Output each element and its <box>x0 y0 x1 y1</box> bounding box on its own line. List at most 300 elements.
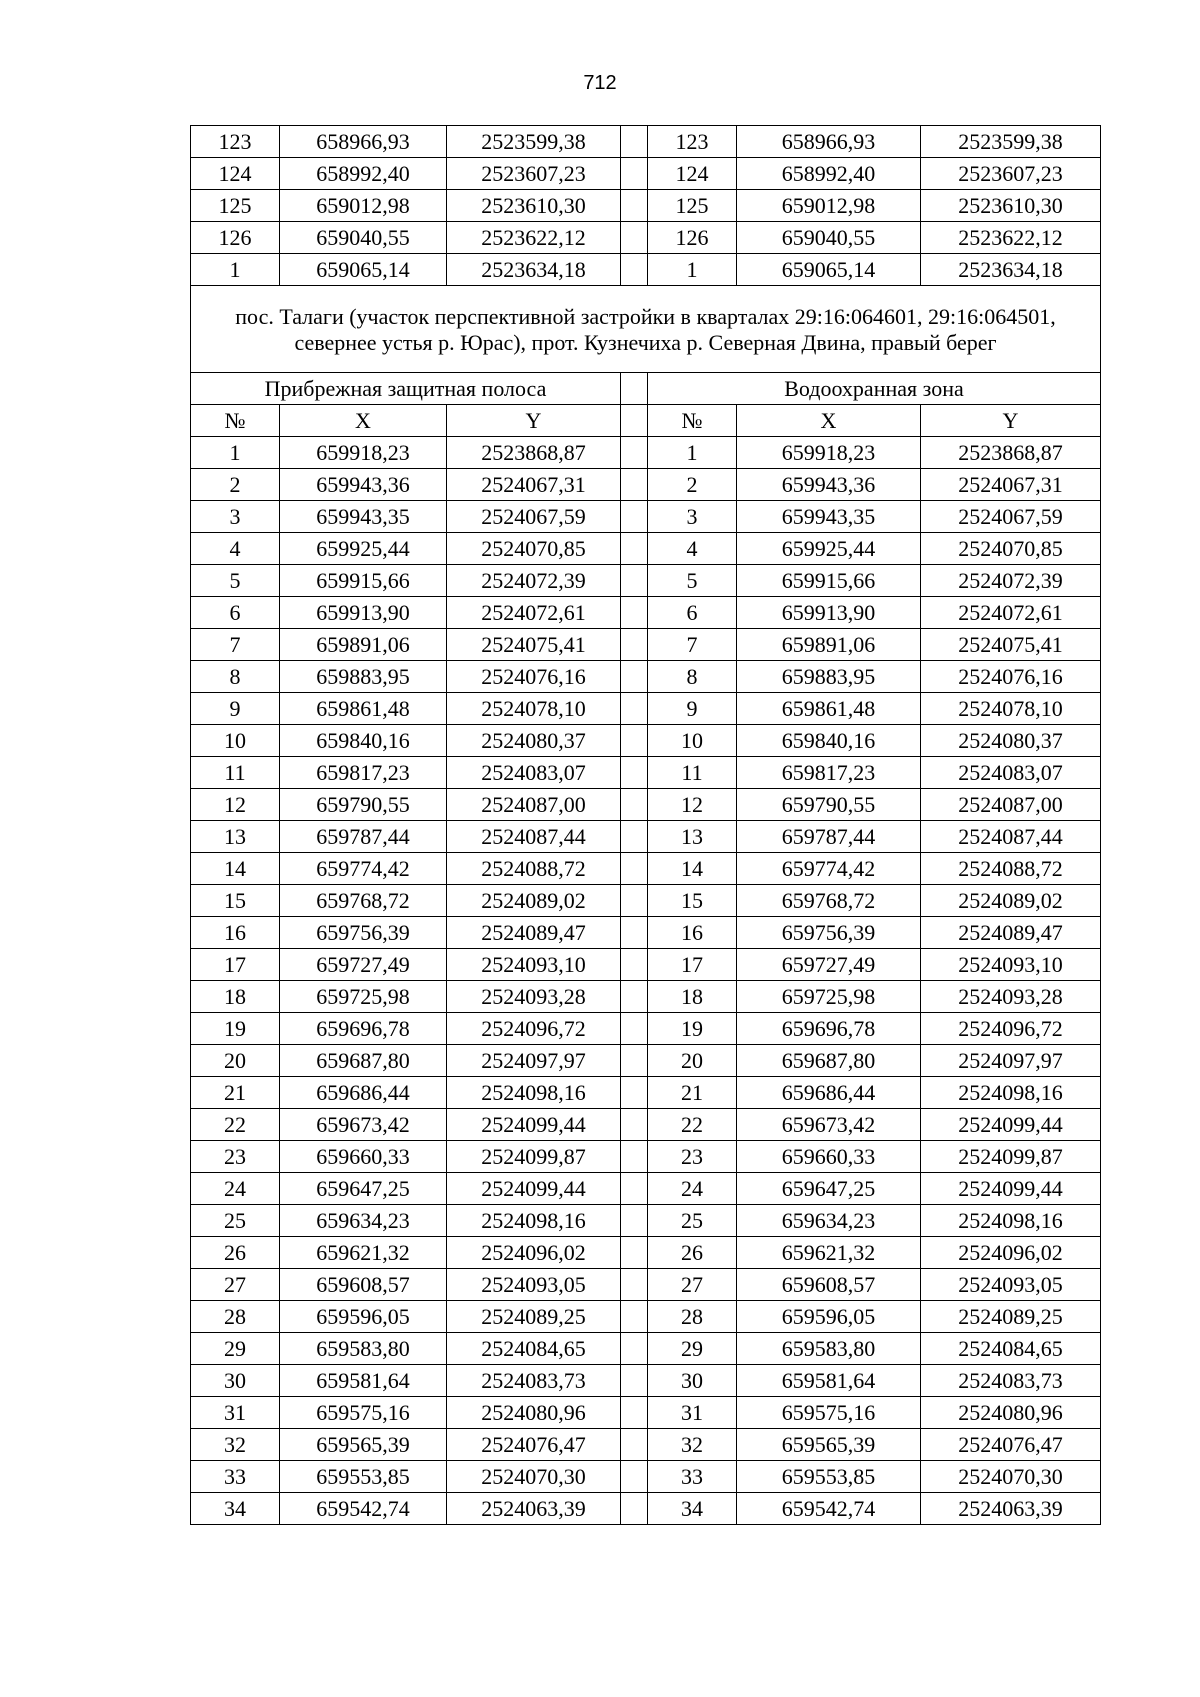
right-cell-y: 2524087,00 <box>921 789 1101 821</box>
table-row <box>191 757 1101 789</box>
page-number: 712 <box>583 72 617 94</box>
spacer-cell <box>621 1333 648 1365</box>
section-titles-row <box>191 373 1101 405</box>
left-cell-x: 659840,16 <box>280 725 447 757</box>
right-cell-y: 2524096,72 <box>921 1013 1101 1045</box>
right-cell-number: 2 <box>648 469 737 501</box>
right-cell-number: 3 <box>648 501 737 533</box>
right-cell-number: 13 <box>648 821 737 853</box>
left-cell-y: 2524075,41 <box>447 629 621 661</box>
spacer-cell <box>621 1205 648 1237</box>
table-row <box>191 1077 1101 1109</box>
left-cell-y: 2524093,05 <box>447 1269 621 1301</box>
right-cell-number: 17 <box>648 949 737 981</box>
spacer-cell <box>621 1173 648 1205</box>
table-row <box>191 190 1101 222</box>
left-cell-number: 26 <box>191 1237 280 1269</box>
left-cell-y: 2524089,47 <box>447 917 621 949</box>
left-cell-y: 2523634,18 <box>447 254 621 286</box>
left-header-number: № <box>191 405 280 437</box>
left-cell-y: 2524083,07 <box>447 757 621 789</box>
left-cell-y: 2524063,39 <box>447 1493 621 1525</box>
right-cell-x: 659725,98 <box>737 981 921 1013</box>
right-header-number: № <box>648 405 737 437</box>
table-row <box>191 789 1101 821</box>
right-cell-y: 2524076,47 <box>921 1429 1101 1461</box>
left-cell-y: 2524089,25 <box>447 1301 621 1333</box>
right-cell-y: 2524076,16 <box>921 661 1101 693</box>
spacer-cell <box>621 405 648 437</box>
spacer-cell <box>621 373 648 405</box>
left-cell-number: 2 <box>191 469 280 501</box>
left-cell-x: 659583,80 <box>280 1333 447 1365</box>
left-cell-y: 2524099,87 <box>447 1141 621 1173</box>
right-cell-x: 659883,95 <box>737 661 921 693</box>
table-row <box>191 254 1101 286</box>
left-cell-x: 659925,44 <box>280 533 447 565</box>
spacer-cell <box>621 661 648 693</box>
left-cell-x: 659575,16 <box>280 1397 447 1429</box>
left-cell-y: 2524072,39 <box>447 565 621 597</box>
right-cell-number: 23 <box>648 1141 737 1173</box>
left-cell-x: 659943,35 <box>280 501 447 533</box>
spacer-cell <box>621 1045 648 1077</box>
left-cell-number: 23 <box>191 1141 280 1173</box>
spacer-cell <box>621 1301 648 1333</box>
right-cell-y: 2524093,28 <box>921 981 1101 1013</box>
left-cell-y: 2524096,02 <box>447 1237 621 1269</box>
left-cell-number: 124 <box>191 158 280 190</box>
right-cell-x: 659673,42 <box>737 1109 921 1141</box>
left-cell-y: 2523599,38 <box>447 126 621 158</box>
table-row <box>191 821 1101 853</box>
right-cell-number: 6 <box>648 597 737 629</box>
right-cell-number: 1 <box>648 437 737 469</box>
left-cell-number: 126 <box>191 222 280 254</box>
left-cell-x: 659608,57 <box>280 1269 447 1301</box>
left-cell-y: 2524067,31 <box>447 469 621 501</box>
right-cell-y: 2524089,25 <box>921 1301 1101 1333</box>
right-cell-y: 2523607,23 <box>921 158 1101 190</box>
right-cell-x: 659542,74 <box>737 1493 921 1525</box>
left-cell-x: 659686,44 <box>280 1077 447 1109</box>
right-cell-number: 124 <box>648 158 737 190</box>
left-cell-number: 5 <box>191 565 280 597</box>
left-cell-x: 659915,66 <box>280 565 447 597</box>
right-cell-y: 2524099,44 <box>921 1173 1101 1205</box>
right-cell-number: 27 <box>648 1269 737 1301</box>
right-cell-x: 659925,44 <box>737 533 921 565</box>
right-cell-number: 31 <box>648 1397 737 1429</box>
right-cell-y: 2524084,65 <box>921 1333 1101 1365</box>
spacer-cell <box>621 158 648 190</box>
right-cell-y: 2524099,87 <box>921 1141 1101 1173</box>
table-row <box>191 629 1101 661</box>
left-cell-x: 659553,85 <box>280 1461 447 1493</box>
right-cell-x: 659918,23 <box>737 437 921 469</box>
left-cell-number: 18 <box>191 981 280 1013</box>
right-cell-y: 2524072,61 <box>921 597 1101 629</box>
table-row <box>191 597 1101 629</box>
right-cell-x: 659583,80 <box>737 1333 921 1365</box>
left-cell-x: 659621,32 <box>280 1237 447 1269</box>
spacer-cell <box>621 981 648 1013</box>
left-cell-number: 10 <box>191 725 280 757</box>
left-cell-number: 123 <box>191 126 280 158</box>
right-cell-x: 659915,66 <box>737 565 921 597</box>
right-cell-x: 659565,39 <box>737 1429 921 1461</box>
spacer-cell <box>621 1493 648 1525</box>
spacer-cell <box>621 821 648 853</box>
right-cell-y: 2524087,44 <box>921 821 1101 853</box>
left-cell-number: 125 <box>191 190 280 222</box>
table-row <box>191 1301 1101 1333</box>
left-cell-y: 2524099,44 <box>447 1173 621 1205</box>
right-cell-y: 2524093,05 <box>921 1269 1101 1301</box>
right-cell-number: 18 <box>648 981 737 1013</box>
right-cell-y: 2524067,59 <box>921 501 1101 533</box>
right-cell-y: 2524075,41 <box>921 629 1101 661</box>
right-cell-number: 29 <box>648 1333 737 1365</box>
table-row <box>191 1109 1101 1141</box>
left-section-title: Прибрежная защитная полоса <box>191 373 621 405</box>
right-cell-x: 659012,98 <box>737 190 921 222</box>
left-cell-x: 659012,98 <box>280 190 447 222</box>
table-row <box>191 565 1101 597</box>
right-cell-number: 33 <box>648 1461 737 1493</box>
coordinates-table <box>190 125 1101 1525</box>
right-cell-x: 659756,39 <box>737 917 921 949</box>
right-cell-x: 659943,36 <box>737 469 921 501</box>
right-cell-x: 659608,57 <box>737 1269 921 1301</box>
table-row <box>191 1045 1101 1077</box>
left-cell-x: 659774,42 <box>280 853 447 885</box>
table-row <box>191 1237 1101 1269</box>
table-row <box>191 693 1101 725</box>
right-cell-number: 28 <box>648 1301 737 1333</box>
right-cell-x: 659913,90 <box>737 597 921 629</box>
right-cell-y: 2524080,96 <box>921 1397 1101 1429</box>
left-cell-y: 2524087,44 <box>447 821 621 853</box>
spacer-cell <box>621 190 648 222</box>
left-cell-x: 659542,74 <box>280 1493 447 1525</box>
left-cell-y: 2524076,16 <box>447 661 621 693</box>
spacer-cell <box>621 1077 648 1109</box>
spacer-cell <box>621 437 648 469</box>
left-cell-number: 20 <box>191 1045 280 1077</box>
table-row <box>191 1365 1101 1397</box>
left-cell-y: 2524080,37 <box>447 725 621 757</box>
right-cell-number: 8 <box>648 661 737 693</box>
right-cell-x: 659768,72 <box>737 885 921 917</box>
table-body-main <box>191 437 1101 1525</box>
table-body-top <box>191 126 1101 286</box>
spacer-cell <box>621 469 648 501</box>
right-cell-number: 12 <box>648 789 737 821</box>
left-cell-y: 2524078,10 <box>447 693 621 725</box>
left-cell-y: 2524070,30 <box>447 1461 621 1493</box>
right-cell-y: 2524088,72 <box>921 853 1101 885</box>
spacer-cell <box>621 629 648 661</box>
left-cell-x: 659787,44 <box>280 821 447 853</box>
spacer-cell <box>621 565 648 597</box>
left-cell-number: 29 <box>191 1333 280 1365</box>
table-row <box>191 1269 1101 1301</box>
left-cell-number: 7 <box>191 629 280 661</box>
right-cell-x: 659687,80 <box>737 1045 921 1077</box>
right-cell-x: 659774,42 <box>737 853 921 885</box>
left-cell-y: 2523610,30 <box>447 190 621 222</box>
left-cell-x: 659913,90 <box>280 597 447 629</box>
right-cell-x: 659840,16 <box>737 725 921 757</box>
spacer-cell <box>621 917 648 949</box>
left-cell-number: 3 <box>191 501 280 533</box>
left-cell-y: 2523607,23 <box>447 158 621 190</box>
left-cell-number: 34 <box>191 1493 280 1525</box>
right-cell-number: 26 <box>648 1237 737 1269</box>
right-cell-y: 2524083,73 <box>921 1365 1101 1397</box>
left-cell-number: 14 <box>191 853 280 885</box>
spacer-cell <box>621 853 648 885</box>
left-cell-number: 9 <box>191 693 280 725</box>
table-row <box>191 1429 1101 1461</box>
left-cell-x: 659596,05 <box>280 1301 447 1333</box>
left-cell-y: 2524076,47 <box>447 1429 621 1461</box>
right-cell-y: 2524098,16 <box>921 1205 1101 1237</box>
left-cell-x: 658992,40 <box>280 158 447 190</box>
table-row <box>191 533 1101 565</box>
table-row <box>191 853 1101 885</box>
left-cell-y: 2524072,61 <box>447 597 621 629</box>
spacer-cell <box>621 222 648 254</box>
left-cell-y: 2524096,72 <box>447 1013 621 1045</box>
spacer-cell <box>621 1013 648 1045</box>
left-cell-number: 15 <box>191 885 280 917</box>
left-cell-number: 19 <box>191 1013 280 1045</box>
right-cell-x: 659581,64 <box>737 1365 921 1397</box>
right-cell-y: 2524072,39 <box>921 565 1101 597</box>
left-cell-number: 8 <box>191 661 280 693</box>
right-cell-x: 659040,55 <box>737 222 921 254</box>
left-cell-y: 2524093,10 <box>447 949 621 981</box>
right-cell-x: 659790,55 <box>737 789 921 821</box>
right-cell-y: 2524063,39 <box>921 1493 1101 1525</box>
right-header-x: X <box>737 405 921 437</box>
left-cell-y: 2524098,16 <box>447 1077 621 1109</box>
right-cell-y: 2524096,02 <box>921 1237 1101 1269</box>
left-cell-y: 2524098,16 <box>447 1205 621 1237</box>
left-cell-y: 2524099,44 <box>447 1109 621 1141</box>
left-cell-x: 659883,95 <box>280 661 447 693</box>
left-cell-x: 659660,33 <box>280 1141 447 1173</box>
right-cell-x: 659727,49 <box>737 949 921 981</box>
table-row <box>191 981 1101 1013</box>
left-cell-number: 31 <box>191 1397 280 1429</box>
left-cell-x: 659918,23 <box>280 437 447 469</box>
table-row <box>191 1141 1101 1173</box>
right-cell-x: 658992,40 <box>737 158 921 190</box>
table-row <box>191 158 1101 190</box>
spacer-cell <box>621 789 648 821</box>
left-cell-number: 13 <box>191 821 280 853</box>
right-cell-number: 21 <box>648 1077 737 1109</box>
table-section-header <box>191 286 1101 437</box>
spacer-cell <box>621 949 648 981</box>
right-cell-x: 659943,35 <box>737 501 921 533</box>
left-cell-x: 659565,39 <box>280 1429 447 1461</box>
left-cell-y: 2524097,97 <box>447 1045 621 1077</box>
spacer-cell <box>621 1397 648 1429</box>
left-cell-number: 21 <box>191 1077 280 1109</box>
right-cell-y: 2524099,44 <box>921 1109 1101 1141</box>
table-row <box>191 1205 1101 1237</box>
spacer-cell <box>621 1365 648 1397</box>
left-cell-x: 659756,39 <box>280 917 447 949</box>
right-cell-x: 659861,48 <box>737 693 921 725</box>
right-cell-y: 2524089,47 <box>921 917 1101 949</box>
right-cell-x: 659553,85 <box>737 1461 921 1493</box>
spacer-cell <box>621 1429 648 1461</box>
left-cell-x: 659727,49 <box>280 949 447 981</box>
spacer-cell <box>621 725 648 757</box>
table-row <box>191 1461 1101 1493</box>
right-section-title: Водоохранная зона <box>648 373 1101 405</box>
right-cell-x: 659696,78 <box>737 1013 921 1045</box>
column-header-row <box>191 405 1101 437</box>
right-cell-x: 659634,23 <box>737 1205 921 1237</box>
left-cell-number: 4 <box>191 533 280 565</box>
left-cell-x: 659647,25 <box>280 1173 447 1205</box>
right-cell-number: 123 <box>648 126 737 158</box>
left-cell-y: 2524088,72 <box>447 853 621 885</box>
spacer-cell <box>621 1237 648 1269</box>
table-row <box>191 1493 1101 1525</box>
right-cell-x: 659686,44 <box>737 1077 921 1109</box>
left-cell-x: 659891,06 <box>280 629 447 661</box>
right-cell-number: 24 <box>648 1173 737 1205</box>
right-cell-x: 658966,93 <box>737 126 921 158</box>
left-cell-x: 659687,80 <box>280 1045 447 1077</box>
table-row <box>191 661 1101 693</box>
right-cell-x: 659065,14 <box>737 254 921 286</box>
right-header-y: Y <box>921 405 1101 437</box>
right-cell-x: 659891,06 <box>737 629 921 661</box>
left-cell-x: 659581,64 <box>280 1365 447 1397</box>
left-cell-y: 2524084,65 <box>447 1333 621 1365</box>
left-header-y: Y <box>447 405 621 437</box>
right-cell-number: 25 <box>648 1205 737 1237</box>
right-cell-y: 2523868,87 <box>921 437 1101 469</box>
right-cell-number: 9 <box>648 693 737 725</box>
right-cell-number: 20 <box>648 1045 737 1077</box>
table-row <box>191 949 1101 981</box>
right-cell-x: 659787,44 <box>737 821 921 853</box>
right-cell-y: 2524067,31 <box>921 469 1101 501</box>
right-cell-number: 16 <box>648 917 737 949</box>
right-cell-y: 2524093,10 <box>921 949 1101 981</box>
right-cell-y: 2523610,30 <box>921 190 1101 222</box>
table-row <box>191 1333 1101 1365</box>
right-cell-y: 2524078,10 <box>921 693 1101 725</box>
table-row <box>191 126 1101 158</box>
right-cell-number: 32 <box>648 1429 737 1461</box>
left-cell-number: 16 <box>191 917 280 949</box>
right-cell-number: 7 <box>648 629 737 661</box>
left-cell-number: 32 <box>191 1429 280 1461</box>
right-cell-x: 659621,32 <box>737 1237 921 1269</box>
spacer-cell <box>621 126 648 158</box>
spacer-cell <box>621 693 648 725</box>
left-cell-x: 659768,72 <box>280 885 447 917</box>
left-cell-y: 2524067,59 <box>447 501 621 533</box>
right-cell-number: 34 <box>648 1493 737 1525</box>
section-caption: пос. Талаги (участок перспективной застройки в кварталах 29:16:064601, 29:16:064501, севернее устья р. Юрас), прот. Кузнечиха р. Северная Двина, правый берег <box>191 286 1101 373</box>
section-caption-row <box>191 286 1101 373</box>
left-cell-number: 11 <box>191 757 280 789</box>
left-cell-x: 659673,42 <box>280 1109 447 1141</box>
right-cell-number: 10 <box>648 725 737 757</box>
left-cell-x: 659065,14 <box>280 254 447 286</box>
right-cell-number: 22 <box>648 1109 737 1141</box>
table-row <box>191 1013 1101 1045</box>
right-cell-number: 1 <box>648 254 737 286</box>
right-cell-number: 4 <box>648 533 737 565</box>
left-cell-y: 2523622,12 <box>447 222 621 254</box>
right-cell-x: 659817,23 <box>737 757 921 789</box>
left-cell-x: 658966,93 <box>280 126 447 158</box>
table-row <box>191 1173 1101 1205</box>
table-row <box>191 917 1101 949</box>
left-cell-y: 2524070,85 <box>447 533 621 565</box>
spacer-cell <box>621 501 648 533</box>
left-cell-number: 12 <box>191 789 280 821</box>
left-cell-y: 2523868,87 <box>447 437 621 469</box>
right-cell-y: 2524083,07 <box>921 757 1101 789</box>
right-cell-x: 659575,16 <box>737 1397 921 1429</box>
right-cell-number: 11 <box>648 757 737 789</box>
spacer-cell <box>621 597 648 629</box>
spacer-cell <box>621 757 648 789</box>
left-cell-y: 2524093,28 <box>447 981 621 1013</box>
left-cell-x: 659861,48 <box>280 693 447 725</box>
right-cell-x: 659660,33 <box>737 1141 921 1173</box>
left-cell-number: 30 <box>191 1365 280 1397</box>
right-cell-y: 2524097,97 <box>921 1045 1101 1077</box>
spacer-cell <box>621 1141 648 1173</box>
spacer-cell <box>621 1109 648 1141</box>
left-cell-number: 1 <box>191 254 280 286</box>
right-cell-y: 2524089,02 <box>921 885 1101 917</box>
right-cell-number: 5 <box>648 565 737 597</box>
right-cell-number: 19 <box>648 1013 737 1045</box>
right-cell-y: 2524070,30 <box>921 1461 1101 1493</box>
spacer-cell <box>621 885 648 917</box>
left-cell-y: 2524087,00 <box>447 789 621 821</box>
spacer-cell <box>621 254 648 286</box>
left-cell-y: 2524089,02 <box>447 885 621 917</box>
table-row <box>191 885 1101 917</box>
left-cell-number: 33 <box>191 1461 280 1493</box>
table-row <box>191 1397 1101 1429</box>
left-cell-number: 27 <box>191 1269 280 1301</box>
right-cell-y: 2524080,37 <box>921 725 1101 757</box>
spacer-cell <box>621 1269 648 1301</box>
right-cell-y: 2523622,12 <box>921 222 1101 254</box>
left-cell-number: 28 <box>191 1301 280 1333</box>
right-cell-number: 14 <box>648 853 737 885</box>
left-cell-x: 659817,23 <box>280 757 447 789</box>
right-cell-x: 659596,05 <box>737 1301 921 1333</box>
